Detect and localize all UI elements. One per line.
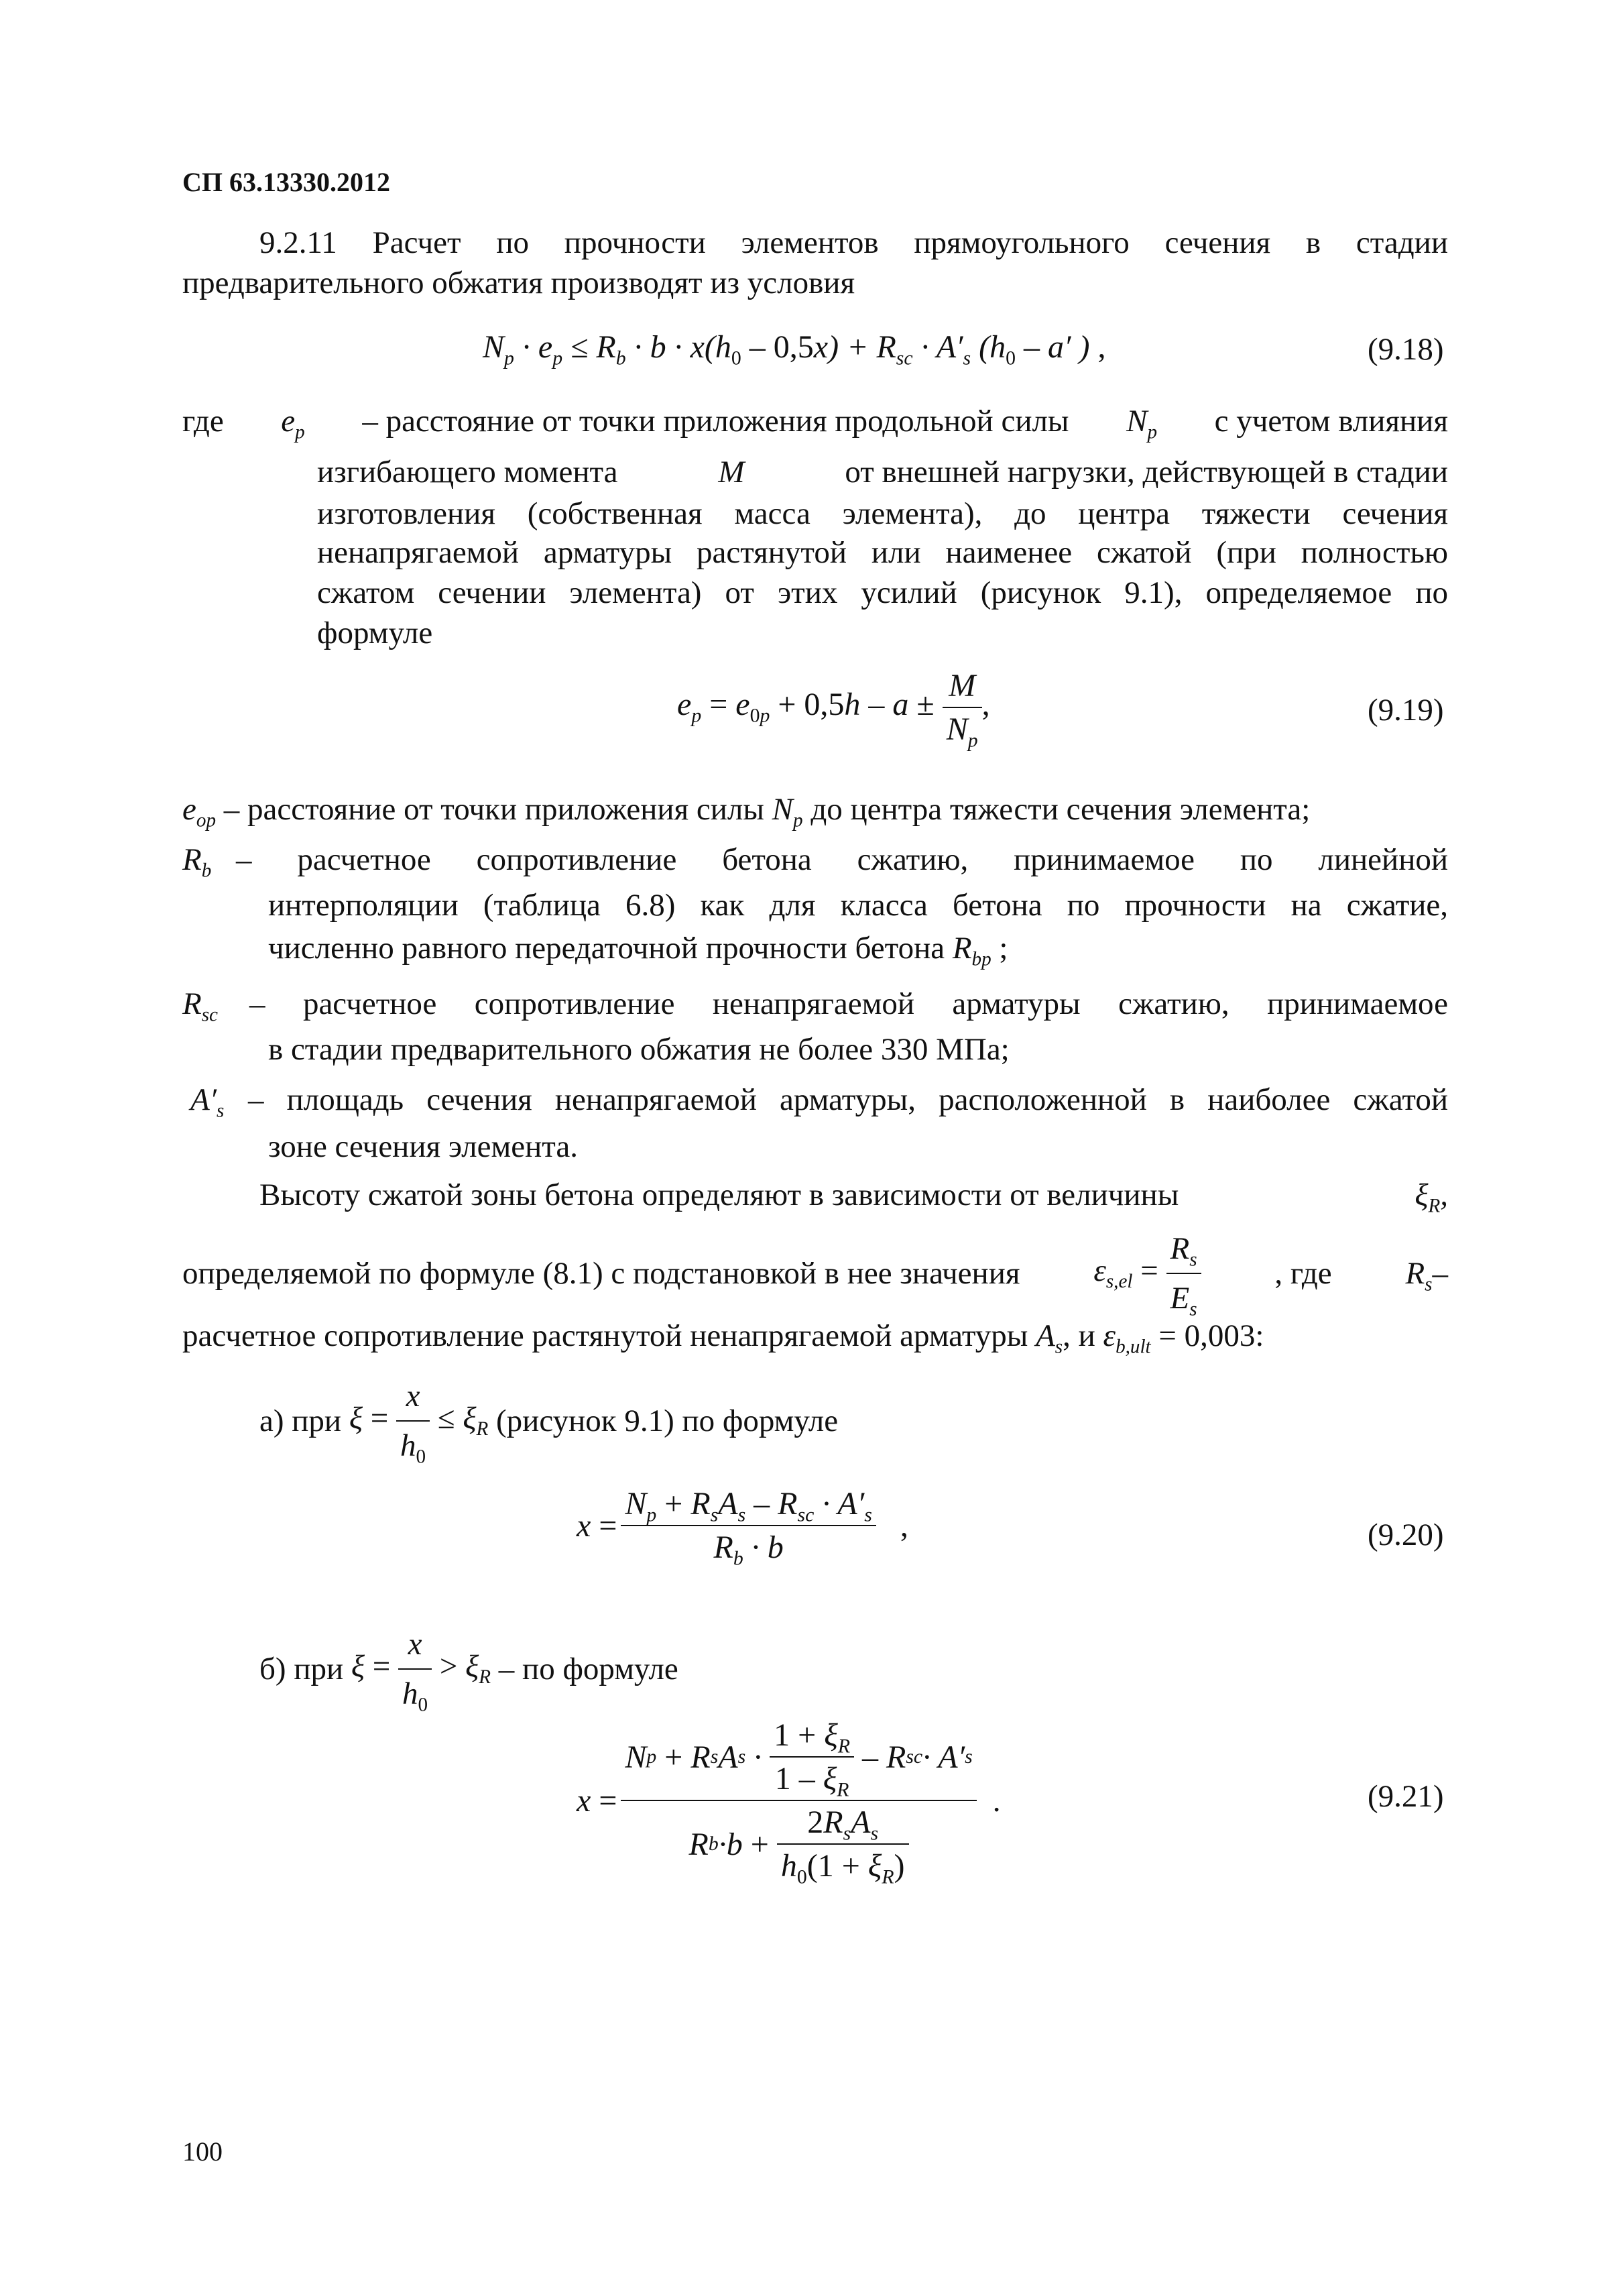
fraction-9-20: $\frac{N_p + R_sA_s - R_{sc} \cdot A'_s}{R_b \cdot b}$ xyxy=(621,1485,876,1566)
case-b-condition: ξ = $\frac{x}{h_0}$ > $\xi_R$ xyxy=(351,1623,491,1715)
rs-symbol: $R_s-$ xyxy=(1405,1256,1448,1296)
ep-symbol: $e_p$ xyxy=(281,404,305,443)
def-eop xyxy=(182,788,1310,831)
fraction-2rsas: $\frac{2R_sA_s}{h_0(1 + \xi_R)}$ xyxy=(777,1804,909,1884)
equation-9-19: $e_p = e_{0p} + 0,5h - a$ ± $\frac{M}{N_p}$ , xyxy=(677,668,990,752)
where-ep-line5: сжатом сечении элемента) от этих усилий (рисунок 9.1), определяемое по xyxy=(317,575,1448,610)
where-ep-text1-end: с учетом влияния xyxy=(1214,404,1448,439)
where-ep-text1: – расстояние от точки приложения продольной силы xyxy=(362,404,1069,439)
standard-code: СП 63.13330.2012 xyxy=(182,167,390,197)
case-b-lead: б) при xyxy=(259,1652,344,1686)
case-a-tail: (рисунок 9.1) по формуле xyxy=(496,1403,839,1438)
rsc-symbol: $R_{sc}$ xyxy=(182,986,218,1026)
height-line3 xyxy=(182,1314,1264,1357)
where-ep-text2b: от внешней нагрузки, действующей в стадии xyxy=(845,455,1448,490)
section-9-2-11-line2: предварительного обжатия производят из условия xyxy=(182,266,855,300)
case-a-lead: а) при xyxy=(259,1403,342,1438)
where-ep-line1 xyxy=(182,400,1448,443)
rb-symbol: $R_b$ xyxy=(182,842,212,882)
rbp-symbol: $R_{bp}$ xyxy=(952,931,991,970)
where-ep-line3: изготовления (собственная масса элемента), до центра тяжести сечения xyxy=(317,496,1448,531)
height-line3-value: = 0,003: xyxy=(1158,1318,1264,1353)
equation-number-9-21: (9.21) xyxy=(1368,1779,1444,1814)
def-rb-line3-text: численно равного передаточной прочности бетона xyxy=(268,931,945,966)
where-ep-line6: формуле xyxy=(317,616,433,650)
height-line3-text: расчетное сопротивление растянутой ненапрягаемой арматуры xyxy=(182,1318,1028,1353)
def-eop-text2: до центра тяжести сечения элемента; xyxy=(810,792,1311,827)
eop-symbol: $e_{op}$ xyxy=(182,792,216,831)
height-line1-text: Высоту сжатой зоны бетона определяют в зависимости от величины xyxy=(259,1178,1179,1212)
page-number: 100 xyxy=(182,2136,223,2167)
height-line1 xyxy=(259,1173,1448,1216)
case-b-line xyxy=(259,1623,678,1715)
case-a-line xyxy=(259,1375,838,1467)
height-line2-text: определяемой по формуле (8.1) с подстановкой в нее значения xyxy=(182,1256,1020,1291)
np-symbol-2: $N_p$ xyxy=(772,792,803,831)
fraction-9-21: N p + R s A s · $\frac{1 + \xi_R}{1 - \xi_R}$ – R sc · A′ s R b ·b + $\frac{2R_sA_s}{h_0(1 + \xi_R)}$ xyxy=(621,1717,976,1884)
def-eop-text: – расстояние от точки приложения силы xyxy=(223,792,764,827)
equation-9-18: $N_p \cdot e_p \le R_b \cdot b \cdot x(h_0 - 0,5x) + R_{sc} \cdot A'_s$ ($h_0 - a'$ ) , xyxy=(483,329,1106,369)
height-line2-where: , где xyxy=(1274,1256,1332,1291)
equation-number-9-18: (9.18) xyxy=(1368,332,1444,367)
as-prime-symbol: $A'_s$ xyxy=(190,1082,225,1122)
def-rsc-line2: в стадии предварительного обжатия не более 330 МПа; xyxy=(268,1032,1010,1067)
xi-r-symbol: $\xi_R$, xyxy=(1415,1178,1448,1217)
equation-9-20: x = $\frac{N_p + R_sA_s - R_{sc} \cdot A'_s}{R_b \cdot b}$ , xyxy=(577,1486,908,1570)
equation-number-9-19: (9.19) xyxy=(1368,693,1444,728)
where-ep-line4: ненапрягаемой арматуры растянутой или наименее сжатой (при полностью xyxy=(317,535,1448,570)
fraction-xi-ratio: $\frac{1 + \xi_R}{1 - \xi_R}$ xyxy=(770,1717,854,1797)
eps-b-ult-symbol: $\varepsilon_{b,ult}$ xyxy=(1103,1318,1151,1358)
where-ep-text2a: изгибающего момента xyxy=(317,455,618,490)
height-line3-and: , и xyxy=(1063,1318,1095,1353)
fraction-x-over-h0: $\frac{x}{h_0}$ xyxy=(396,1375,430,1467)
height-line2 xyxy=(182,1227,1448,1320)
def-as-line1: – площадь сечения ненапрягаемой арматуры, расположенной в наиболее сжатой xyxy=(248,1082,1448,1117)
where-ep-line2 xyxy=(317,451,1448,494)
def-as-line2: зоне сечения элемента. xyxy=(268,1129,578,1164)
fraction-m-over-np: $\frac{M}{N_p}$ xyxy=(943,667,982,748)
as-symbol: $A_s$ xyxy=(1036,1318,1063,1358)
where-label: где xyxy=(182,404,224,439)
case-a-condition: ξ = $\frac{x}{h_0}$ ≤ $\xi_R$ xyxy=(349,1375,488,1467)
m-symbol: M xyxy=(718,455,745,490)
def-rb-line3: численно равного передаточной прочности бетона $R_{bp}$ ; xyxy=(268,931,1008,970)
case-b-tail: – по формуле xyxy=(498,1652,678,1686)
eps-sel-expression: $\varepsilon_{s,el}$ = $\frac{R_s}{E_s}$ xyxy=(1093,1227,1201,1320)
section-9-2-11-line1: 9.2.11 Расчет по прочности элементов прямоугольного сечения в стадии xyxy=(259,225,1448,260)
fraction-x-over-h0-b: $\frac{x}{h_0}$ xyxy=(398,1623,432,1715)
np-symbol: $N_p$ xyxy=(1126,404,1158,443)
equation-number-9-20: (9.20) xyxy=(1368,1517,1444,1552)
def-rb-line2: интерполяции (таблица 6.8) как для класса бетона по прочности на сжатие, xyxy=(268,888,1448,923)
equation-9-21: x = N p + R s A s · $\frac{1 + \xi_R}{1 - \xi_R}$ – R sc · A′ s R b ·b + $\frac{2R_sA_s}{h_0(1 + \xi_R)}$ . xyxy=(577,1717,1001,1888)
def-rb-line1: – расчетное сопротивление бетона сжатию, принимаемое по линейной xyxy=(236,842,1448,877)
fraction-rs-over-es: $\frac{R_s}{E_s}$ xyxy=(1166,1227,1201,1320)
def-rsc-line1: – расчетное сопротивление ненапрягаемой арматуры сжатию, принимаемое xyxy=(249,986,1448,1021)
